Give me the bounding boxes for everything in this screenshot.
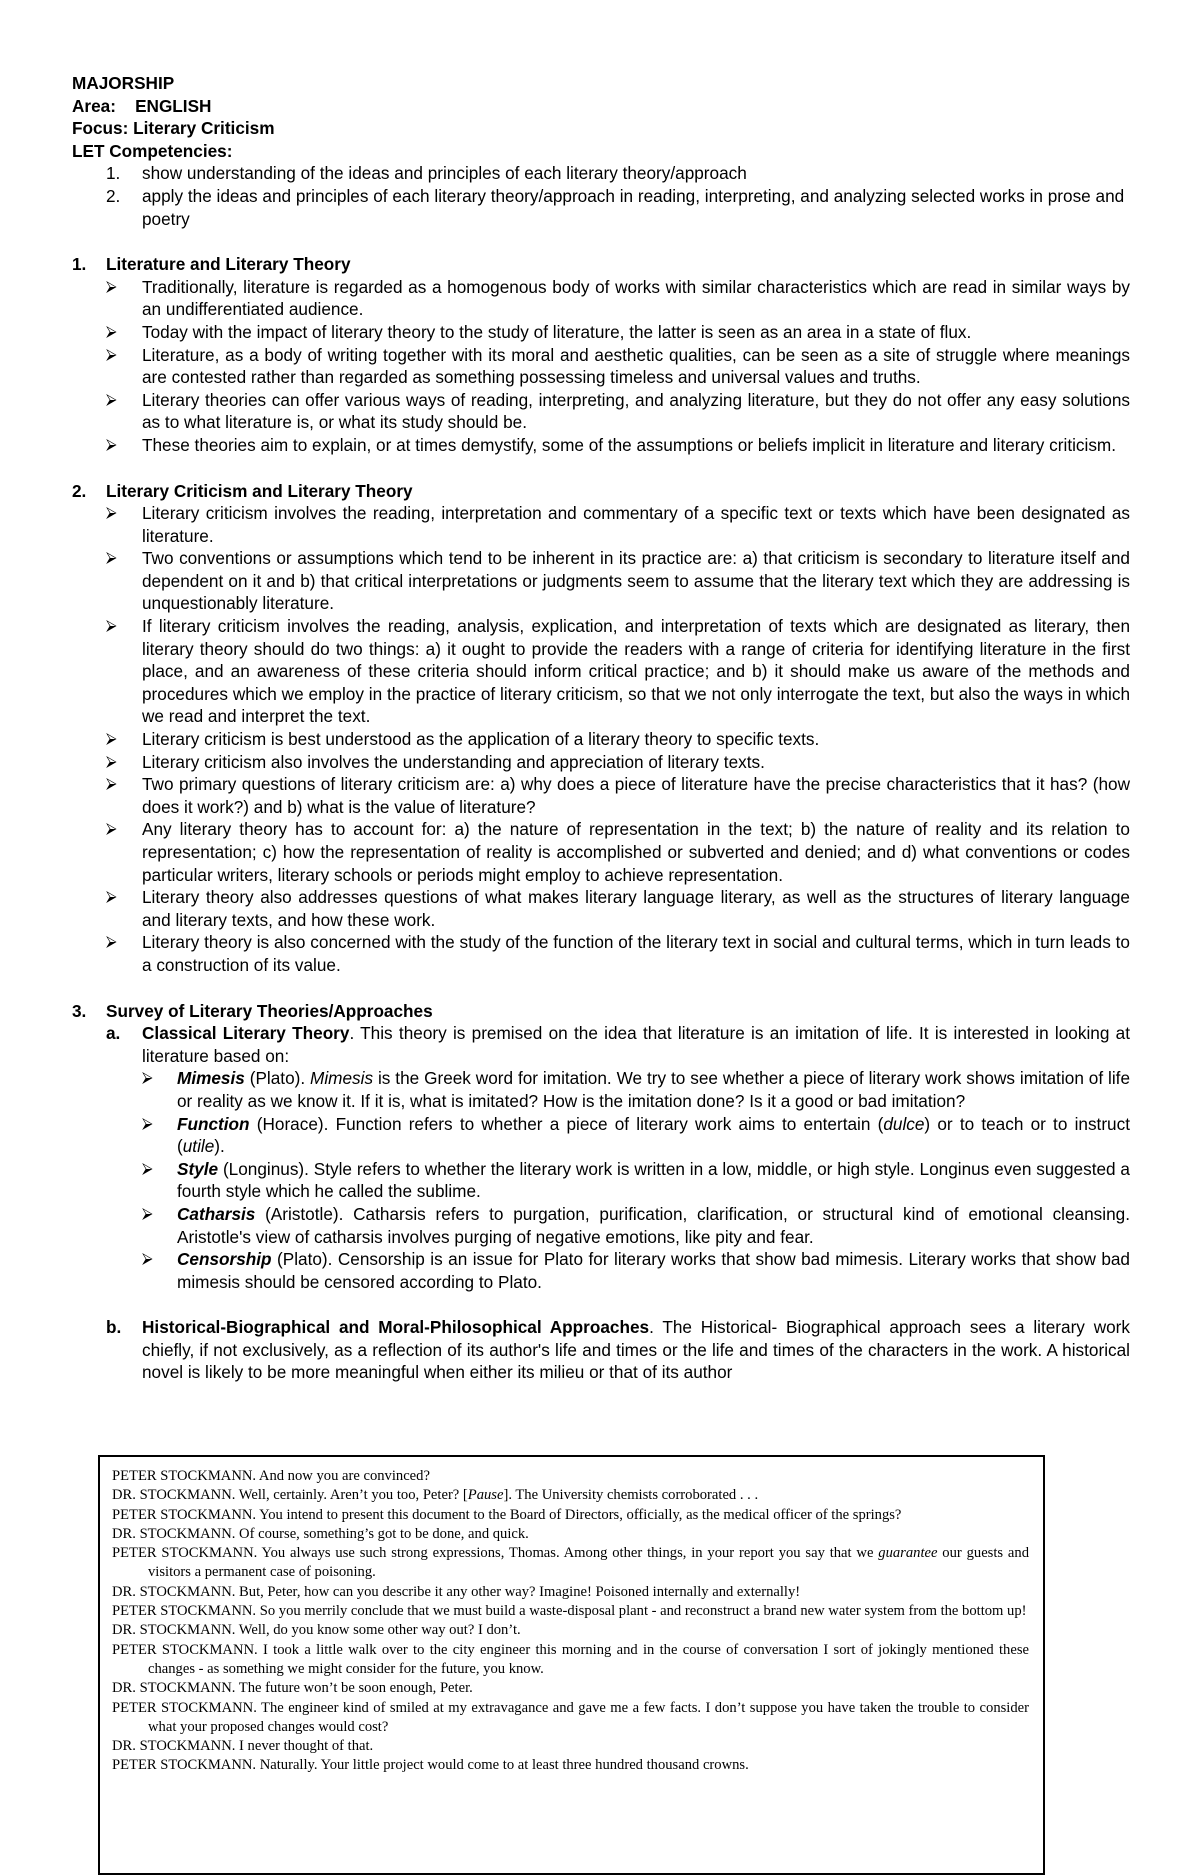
bullet-item: ⮚ Literature, as a body of writing together with its moral and aesthetic qualities, can be seen as a site of struggle where meanings are contested rather than regarded as something possessing timeless and universal values and truths. bbox=[106, 344, 1130, 388]
arrow-bullet-icon: ⮚ bbox=[106, 752, 117, 770]
arrow-bullet-icon: ⮚ bbox=[106, 820, 117, 838]
arrow-bullet-icon: ⮚ bbox=[106, 322, 117, 340]
arrow-bullet-icon: ⮚ bbox=[106, 277, 117, 295]
subsection-classical: a. Classical Literary Theory. This theory is premised on the idea that literature is an imitation of life. It is interested in looking at literature based on: bbox=[106, 1023, 1130, 1066]
competency-item: 2. apply the ideas and principles of each literary theory/approach in reading, interpreting, and analyzing selected works in prose and poetry bbox=[106, 185, 1125, 229]
arrow-bullet-icon: ⮚ bbox=[142, 1114, 153, 1132]
bullet-item: ⮚ Literary criticism involves the reading, interpretation and commentary of a specific text or texts which have been designated as literature. bbox=[106, 503, 1130, 546]
section-heading: 3. Survey of Literary Theories/Approaches bbox=[72, 1000, 433, 1021]
area-value: ENGLISH bbox=[135, 95, 212, 116]
arrow-bullet-icon: ⮚ bbox=[106, 390, 117, 408]
arrow-bullet-icon: ⮚ bbox=[142, 1204, 153, 1222]
dialogue-line: PETER STOCKMANN. Naturally. Your little project would come to at least three hundred thousand crowns. bbox=[112, 1757, 749, 1774]
bullet-item: ⮚ If literary criticism involves the reading, analysis, explication, and interpretation of texts which are designated as literary, then literary theory should do two things: a) it ought to provide the readers with a range of criteria for identifying literature in the first place, and an awareness of these criteria should inform critical practice; and b) it should make us aware of the methods and procedures which we employ in the practice of literary criticism, so that we not only interrogate the text, but also the ways in which we read and interpret the text. bbox=[106, 616, 1130, 727]
bullet-item: ⮚ Literary theory is also concerned with the study of the function of the literary text in social and cultural terms, which in turn leads to a construction of its value. bbox=[106, 932, 1130, 975]
dialogue-line: DR. STOCKMANN. But, Peter, how can you describe it any other way? Imagine! Poisoned internally and externally! bbox=[112, 1583, 801, 1600]
arrow-bullet-icon: ⮚ bbox=[106, 345, 117, 363]
dialogue-line: PETER STOCKMANN. The engineer kind of smiled at my extravagance and gave me a few facts. I don’t suppose you have taken the trouble to consider what your proposed changes would cost? bbox=[112, 1699, 1029, 1735]
arrow-bullet-icon: ⮚ bbox=[106, 730, 117, 748]
focus-line: Focus: Literary Criticism bbox=[72, 118, 275, 139]
bullet-item: ⮚ Literary criticism also involves the understanding and appreciation of literary texts. bbox=[106, 751, 765, 772]
dialogue-line: PETER STOCKMANN. You intend to present this document to the Board of Directors, officially, as the medical officer of the springs? bbox=[112, 1506, 902, 1523]
document-page bbox=[72, 72, 1130, 1384]
theory-item: ⮚ Style (Longinus). Style refers to whether the literary work is written in a low, middle, or high style. Longinus even suggested a fourth style which he called the sublime. bbox=[142, 1158, 1130, 1202]
bullet-item: ⮚ Literary criticism is best understood as the application of a literary theory to specific texts. bbox=[106, 729, 820, 750]
bullet-item: ⮚ Two conventions or assumptions which tend to be inherent in its practice are: a) that criticism is secondary to literature itself and dependent on it and b) that critical interpretations or judgments seem to assume that the literary text which they are addressing is unquestionably literature. bbox=[106, 548, 1130, 614]
subsection-title: Classical Literary Theory bbox=[142, 1023, 350, 1044]
theory-item: ⮚ Function (Horace). Function refers to whether a piece of literary work aims to entertain (dulce) or to teach or to instruct (utile). bbox=[142, 1113, 1130, 1157]
competencies-title: LET Competencies: bbox=[72, 140, 233, 161]
bullet-item: ⮚ Literary theory also addresses questions of what makes literary language literary, as well as the structures of literary language and literary texts, and how these work. bbox=[106, 887, 1130, 930]
dialogue-line: PETER STOCKMANN. And now you are convinced? bbox=[112, 1468, 430, 1484]
theory-item: ⮚ Censorship (Plato). Censorship is an issue for Plato for literary works that show bad mimesis. Literary works that show bad mimesis should be censored according to Plato. bbox=[142, 1249, 1130, 1292]
area-line bbox=[72, 95, 1130, 118]
dialogue-line: PETER STOCKMANN. You always use such strong expressions, Thomas. Among other things, in your report you say that we guarantee our guests and visitors a permanent case of poisoning. bbox=[112, 1545, 1029, 1581]
subsection-title: Historical-Biographical and Moral-Philosophical Approaches bbox=[142, 1317, 650, 1338]
dialogue-line: PETER STOCKMANN. I took a little walk over to the city engineer this morning and in the course of conversation I sort of jokingly mentioned these changes - as something we might consider for the future, you know. bbox=[112, 1641, 1029, 1677]
arrow-bullet-icon: ⮚ bbox=[106, 888, 117, 906]
bullet-item: ⮚ Traditionally, literature is regarded as a homogenous body of works with similar characteristics which are read in similar ways by an undifferentiated audience. bbox=[106, 276, 1130, 320]
bullet-item: ⮚ Two primary questions of literary criticism are: a) why does a piece of literature have the precise characteristics that it has? (how does it work?) and b) what is the value of literature? bbox=[106, 774, 1130, 817]
dialogue-line: DR. STOCKMANN. Well, do you know some other way out? I don’t. bbox=[112, 1622, 521, 1639]
dialogue-line: DR. STOCKMANN. The future won’t be soon enough, Peter. bbox=[112, 1680, 473, 1697]
section-heading: 1. Literature and Literary Theory bbox=[72, 254, 351, 275]
section-heading: 2. Literary Criticism and Literary Theory bbox=[72, 480, 413, 501]
bullet-item: ⮚ Any literary theory has to account for: a) the nature of representation in the text; b) the nature of reality and its relation to representation; c) how the representation of reality is accomplished or subverted and denied; and d) what conventions or codes particular writers, literary schools or periods might employ to achieve representation. bbox=[106, 819, 1130, 885]
bullet-item: ⮚ These theories aim to explain, or at times demystify, some of the assumptions or beliefs implicit in literature and literary criticism. bbox=[106, 434, 1117, 455]
area-label: Area: bbox=[72, 95, 116, 116]
arrow-bullet-icon: ⮚ bbox=[106, 933, 117, 951]
competency-item: 1. show understanding of the ideas and principles of each literary theory/approach bbox=[106, 163, 747, 184]
arrow-bullet-icon: ⮚ bbox=[106, 549, 117, 567]
theory-item: ⮚ Catharsis (Aristotle). Catharsis refers to purgation, purification, clarification, or structural kind of emotional cleansing. Aristotle's view of catharsis involves purging of negative emotions, like pity and fear. bbox=[142, 1203, 1130, 1247]
arrow-bullet-icon: ⮚ bbox=[106, 617, 117, 635]
arrow-bullet-icon: ⮚ bbox=[106, 504, 117, 522]
majorship-heading: MAJORSHIP bbox=[72, 73, 175, 93]
bullet-item: ⮚ Today with the impact of literary theory to the study of literature, the latter is seen as an area in a state of flux. bbox=[106, 321, 972, 342]
theory-item: ⮚ Mimesis (Plato). Mimesis is the Greek word for imitation. We try to see whether a piece of literary work shows imitation of life or reality as we know it. If it is, what is imitated? How is the imitation done? Is it a good or bad imitation? bbox=[142, 1068, 1130, 1111]
dialogue-line: PETER STOCKMANN. So you merrily conclude that we must build a waste-disposal plant - and reconstruct a brand new water system from the bottom up! bbox=[112, 1603, 1027, 1620]
dialogue-line: DR. STOCKMANN. I never thought of that. bbox=[112, 1738, 374, 1755]
play-excerpt-box bbox=[98, 1455, 1045, 1875]
arrow-bullet-icon: ⮚ bbox=[106, 435, 117, 453]
arrow-bullet-icon: ⮚ bbox=[142, 1159, 153, 1177]
arrow-bullet-icon: ⮚ bbox=[106, 775, 117, 793]
bullet-item: ⮚ Literary theories can offer various ways of reading, interpreting, and analyzing literature, but they do not offer any easy solutions as to what literature is, or what its study should be. bbox=[106, 389, 1130, 433]
subsection-historical: b. Historical-Biographical and Moral-Philosophical Approaches. The Historical- Biographical approach sees a literary work chiefly, if not exclusively, as a reflection of its author's life and times or the life and times of the characters in the work. A historical novel is likely to be more meaningful when either its milieu or that of its author bbox=[106, 1317, 1130, 1383]
dialogue-line: DR. STOCKMANN. Of course, something’s got to be done, and quick. bbox=[112, 1525, 529, 1542]
arrow-bullet-icon: ⮚ bbox=[142, 1250, 153, 1268]
arrow-bullet-icon: ⮚ bbox=[142, 1069, 153, 1087]
dialogue-line: DR. STOCKMANN. Well, certainly. Aren’t you too, Peter? [Pause]. The University chemists corroborated . . . bbox=[112, 1487, 759, 1504]
